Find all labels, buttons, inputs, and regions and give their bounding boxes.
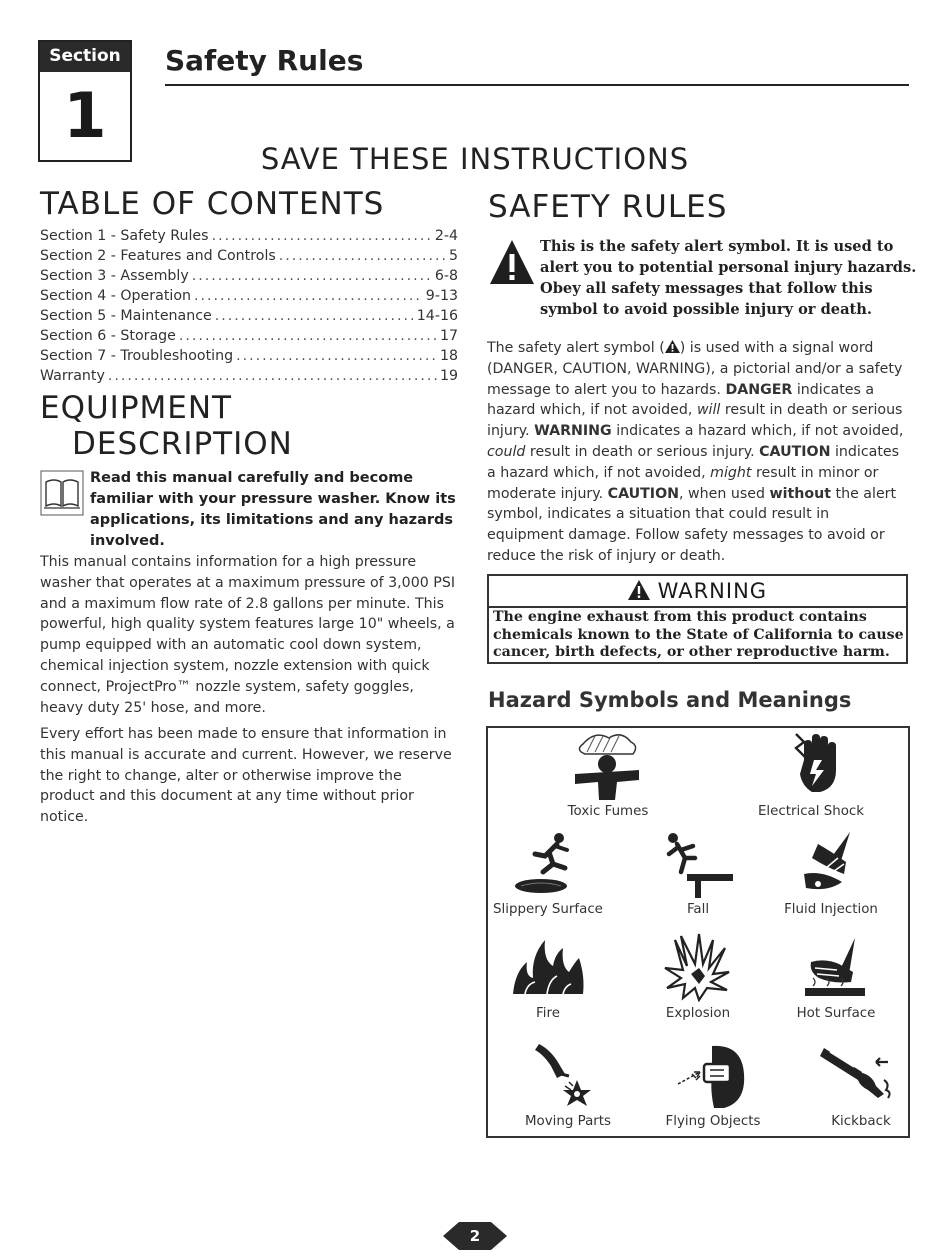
hazard-item-slippery-surface <box>478 828 618 917</box>
fluid-injection-icon <box>788 828 874 898</box>
hazard-label: Flying Objects <box>665 1114 761 1129</box>
hazard-item-fall <box>628 828 768 917</box>
equipment-description: This manual contains information for a high pressure washer that operates at a maximum pressure of 3,000 PSI and a maximum flow rate of 2.8 gallons per minute. This powerful, high quality system features large 10" wheels, a pump equipped with an automatic cool down system, chemical injection system, nozzle extension with quick connect, ProjectPro™ nozzle system, safety goggles, heavy duty 25' hose, and more. <box>40 554 456 716</box>
page-title: Safety Rules <box>165 44 364 77</box>
fall-icon <box>655 828 741 898</box>
hazard-item-explosion <box>628 932 768 1021</box>
warning-box <box>487 574 908 664</box>
hazard-symbols-heading: Hazard Symbols and Meanings <box>488 688 852 712</box>
hazard-item-fire <box>478 932 618 1021</box>
hazard-item-kickback <box>791 1040 931 1129</box>
toc-entry[interactable]: Section 4 - Operation ..... 9-13 <box>40 286 458 306</box>
toxic-fumes-icon <box>565 730 651 800</box>
electrical-shock-icon <box>768 730 854 800</box>
safety-alert-inline-icon <box>665 340 680 353</box>
hazard-label: Electrical Shock <box>757 804 865 819</box>
toc-entry[interactable]: Section 6 - Storage ..... 17 <box>40 326 458 346</box>
toc-entry[interactable]: Section 7 - Troubleshooting ..... 18 <box>40 346 458 366</box>
hazard-label: Slippery Surface <box>493 902 603 917</box>
toc-entry[interactable]: Section 5 - Maintenance ..... 14-16 <box>40 306 458 326</box>
hazard-label: Hot Surface <box>796 1006 876 1021</box>
hazard-item-flying-objects <box>643 1040 783 1129</box>
book-icon <box>40 470 84 516</box>
hazard-label: Fluid Injection <box>784 902 878 917</box>
equipment-heading-line2: DESCRIPTION <box>72 426 293 462</box>
toc-heading: TABLE OF CONTENTS <box>40 186 385 222</box>
moving-parts-icon <box>525 1040 611 1110</box>
toc-entry[interactable]: Section 3 - Assembly ..... 6-8 <box>40 266 458 286</box>
safety-alert-explanation: This is the safety alert symbol. It is used to alert you to potential personal injury hazards. Obey all safety messages that follow this symbol to avoid possible injury or death. <box>540 238 917 318</box>
hot-surface-icon <box>793 932 879 1002</box>
hazard-label: Explosion <box>665 1006 731 1021</box>
fire-icon <box>505 932 591 1002</box>
flying-objects-icon <box>670 1040 756 1110</box>
hazard-label: Kickback <box>831 1114 891 1129</box>
kickback-icon <box>818 1040 904 1110</box>
hazard-item-toxic-fumes <box>538 730 678 819</box>
warning-header <box>489 576 906 608</box>
hazard-label: Toxic Fumes <box>567 804 649 819</box>
signal-word-paragraph: The safety alert symbol ( ) is used with a signal word (DANGER, CAUTION, WARNING), a pictorial and/or a safety message to alert you to hazards. DANGER indicates a hazard which, if not avoided, will result in death or serious injury. WARNING indicates a hazard which, if not avoided, could result in death or serious injury. CAUTION indicates a hazard which, if not avoided, might result in minor or moderate injury. CAUTION, when used without the alert symbol, indicates a situation that could result in equipment damage. Follow safety messages to avoid or reduce the risk of injury or death. <box>487 340 904 564</box>
section-label: Section <box>40 42 130 72</box>
warning-title: WARNING <box>657 579 768 603</box>
slippery-surface-icon <box>505 828 591 898</box>
disclaimer-paragraph: Every effort has been made to ensure that information in this manual is accurate and current. However, we reserve the right to change, alter or otherwise improve the product and this document at any time without prior notice. <box>40 726 452 826</box>
read-manual-notice: Read this manual carefully and become familiar with your pressure washer. Know its applications, its limitations and any hazards involved. <box>90 470 456 549</box>
section-number: 1 <box>63 79 107 152</box>
explosion-icon <box>655 932 741 1002</box>
warning-triangle-icon <box>628 580 650 600</box>
toc-entry[interactable]: Section 1 - Safety Rules ..... 2-4 <box>40 226 458 246</box>
safety-rules-heading: SAFETY RULES <box>488 189 728 225</box>
page-number: 2 <box>469 1227 481 1245</box>
table-of-contents <box>40 226 458 386</box>
hazard-label: Fall <box>686 902 710 917</box>
hazard-item-moving-parts <box>498 1040 638 1129</box>
hazard-item-electrical-shock <box>741 730 881 819</box>
equipment-heading-line1: EQUIPMENT <box>40 390 232 426</box>
toc-entry[interactable]: Section 2 - Features and Controls ..... 5 <box>40 246 458 266</box>
hazard-symbols-panel <box>486 726 910 1138</box>
hazard-item-hot-surface <box>766 932 906 1021</box>
safety-alert-icon <box>488 238 536 286</box>
toc-entry[interactable]: Warranty ..... 19 <box>40 366 458 386</box>
hazard-label: Fire <box>536 1006 560 1021</box>
hazard-item-fluid-injection <box>761 828 901 917</box>
header-divider <box>165 84 909 86</box>
save-instructions-heading: SAVE THESE INSTRUCTIONS <box>260 142 690 176</box>
hazard-label: Moving Parts <box>524 1114 612 1129</box>
warning-text: The engine exhaust from this product contains chemicals known to the State of California to cause cancer, birth defects, or other reproductive harm. <box>493 609 904 661</box>
page-number-badge <box>443 1222 507 1250</box>
